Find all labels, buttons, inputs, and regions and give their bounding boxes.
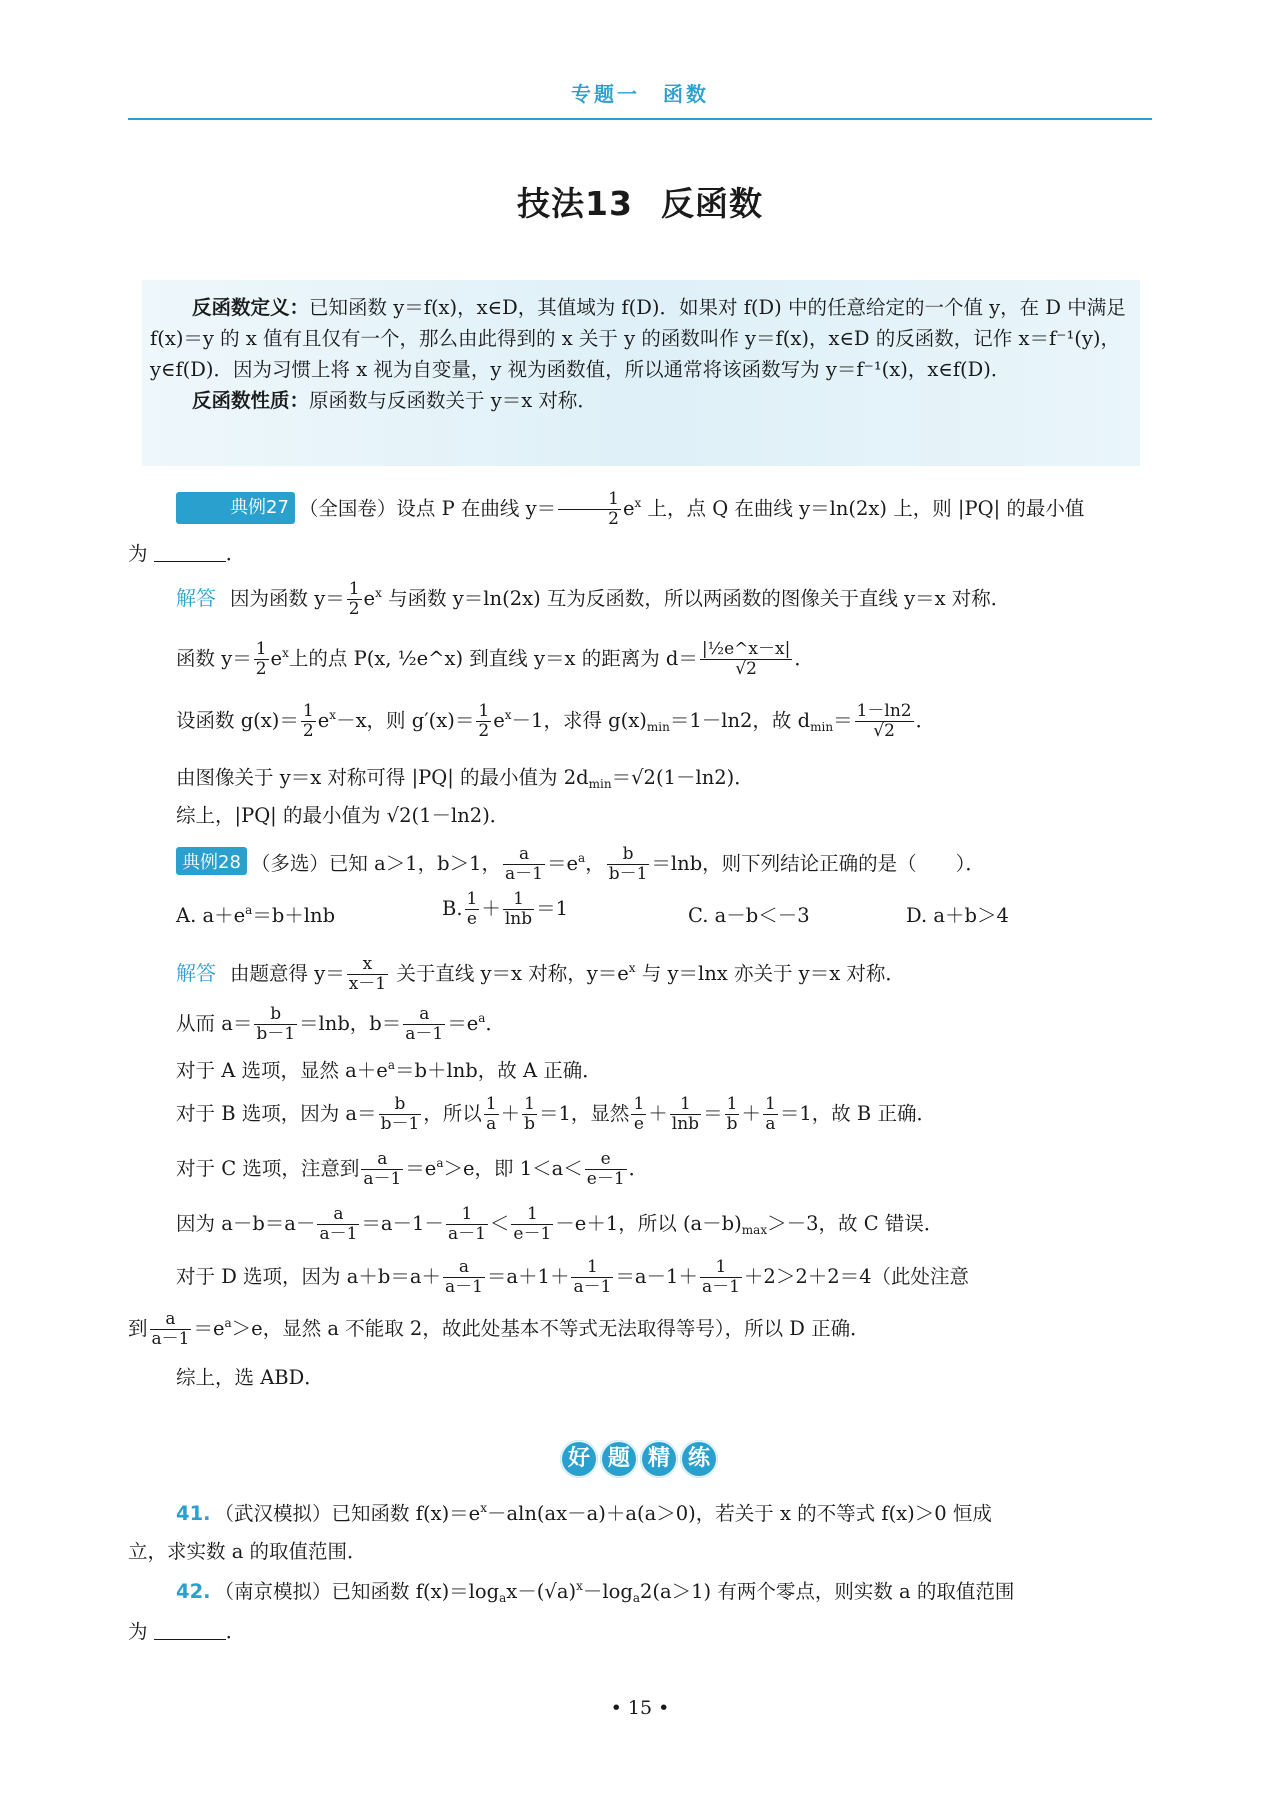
num: 1 (522, 1095, 537, 1115)
sup-x: x (634, 496, 642, 510)
s3d: ＝1－ln2，故 d (669, 709, 811, 732)
e28-sol-line3 (176, 1055, 602, 1083)
frac (403, 1005, 445, 1044)
e28-sol-line1 (176, 955, 905, 994)
den: b－1 (256, 1024, 296, 1044)
definition-text (150, 292, 1132, 416)
sub-min: min (588, 777, 612, 791)
frac-half (476, 702, 491, 741)
s5a: 对于 C 选项，注意到 (176, 1157, 360, 1180)
frac (443, 1258, 485, 1297)
sub-a: a (499, 1591, 507, 1605)
den: √2 (735, 659, 757, 679)
e27-q4: 为 (128, 542, 148, 565)
e28-sol-line4 (176, 1095, 936, 1134)
sup-x: x (628, 961, 636, 975)
sup-a: a (478, 1011, 486, 1025)
s4d: ＝1，故 B 正确． (779, 1102, 936, 1125)
e27-q1: （全国卷）设点 P 在曲线 y＝ (298, 497, 557, 520)
page-title (0, 178, 1280, 225)
num: 1 (571, 1258, 613, 1278)
s8c: ＞e，显然 a 不能取 2，故此处基本不等式无法取得等号），所以 D 正确． (231, 1317, 870, 1340)
example28-label: 典例28 (176, 847, 247, 875)
num: a (150, 1310, 192, 1330)
den: a－1 (319, 1224, 358, 1244)
frac (347, 955, 388, 994)
option-a: A. $a+e^a=b+\ln b$ (176, 903, 336, 927)
e27-sol-line1 (176, 580, 1010, 619)
den: a－1 (363, 1169, 402, 1189)
num: 1 (764, 1094, 776, 1114)
frac-distance (700, 640, 792, 679)
num: 1 (485, 1094, 497, 1114)
sub-min: min (646, 720, 670, 734)
den: b－1 (380, 1114, 420, 1134)
e: e (493, 709, 505, 732)
s1a: 因为函数 y＝ (230, 587, 345, 610)
num: 1 (633, 1094, 645, 1114)
example28-question (176, 845, 985, 884)
practice-badge (560, 1440, 720, 1482)
plus: ＋ (648, 1102, 668, 1125)
den: 2 (255, 659, 267, 679)
s7b: ＝a＋1＋ (486, 1265, 570, 1288)
s2b: ＝lnb，b＝ (299, 1012, 402, 1035)
num: 1 (302, 701, 314, 721)
q1: （多选）已知 a＞1，b＞1， (250, 852, 502, 875)
p42c: －log (582, 1580, 633, 1603)
sup-x: x (480, 1501, 487, 1515)
s3a: 设函数 g(x)＝ (176, 709, 299, 732)
den: lnb (671, 1114, 700, 1134)
s4b: ，所以 (423, 1102, 482, 1125)
num: 1 (670, 1095, 701, 1115)
den: e－1 (586, 1169, 625, 1189)
period: ． (225, 1620, 246, 1643)
s1c: 与 y＝lnx 亦关于 y＝x 对称． (635, 962, 905, 985)
period: ． (628, 1157, 649, 1180)
den: 2 (478, 721, 490, 741)
q3: ， (585, 852, 605, 875)
e27-sol-line3 (176, 702, 935, 741)
s3b: －x，则 g′(x)＝ (336, 709, 475, 732)
num: a (403, 1005, 445, 1025)
point-p: (x, ½e^x) (366, 647, 464, 670)
num: 1 (558, 490, 621, 510)
s6a: 因为 a－b＝a－ (176, 1212, 316, 1235)
num: e (585, 1150, 627, 1170)
property-label: 反函数性质： (192, 389, 310, 412)
den: a－1 (151, 1329, 190, 1349)
num: b (607, 845, 650, 865)
definition-paragraph (150, 292, 1132, 385)
s3b: ＝b＋lnb，故 A 正确． (395, 1059, 602, 1082)
sup-x: x (576, 1579, 583, 1593)
badge-char: 题 (600, 1440, 638, 1478)
s4b: ＝√2(1－ln2)． (611, 766, 754, 789)
period: ． (225, 542, 246, 565)
num: 1 (446, 1205, 488, 1225)
period: ． (915, 709, 936, 732)
problem-41-number: 41. (176, 1502, 211, 1525)
num: a (443, 1258, 485, 1278)
frac (670, 1095, 701, 1134)
e28-sol-line6 (176, 1205, 943, 1244)
e28-sol-line7 (176, 1258, 969, 1297)
frac (631, 1095, 646, 1134)
p41b: －aln(ax－a)＋a(a＞0)，若关于 x 的不等式 f(x)＞0 恒成 (487, 1502, 992, 1525)
sub-max: max (741, 1223, 768, 1237)
frac (446, 1205, 488, 1244)
p42: （南京模拟）已知函数 f(x)＝log (214, 1580, 500, 1603)
num: b (379, 1095, 422, 1115)
definition-label: 反函数定义： (192, 296, 310, 319)
s4: 由图像关于 y＝x 对称可得 |PQ| 的最小值为 2d (176, 766, 589, 789)
num: 1 (255, 639, 267, 659)
s2a: 函数 y＝ (176, 647, 252, 670)
num: 1 (511, 1205, 553, 1225)
p41: （武汉模拟）已知函数 f(x)＝e (214, 1502, 481, 1525)
e: e (270, 647, 283, 670)
den: x－1 (348, 974, 387, 994)
e27-sol-line2 (176, 640, 814, 679)
property-paragraph (150, 385, 1132, 416)
den: b (524, 1114, 536, 1134)
frac-half (558, 490, 621, 529)
den: b (726, 1114, 738, 1134)
example27-question (128, 488, 1152, 529)
header-rule (128, 118, 1152, 120)
den: a－1 (444, 1277, 483, 1297)
den: √2 (873, 721, 895, 741)
frac (150, 1310, 192, 1349)
sub-a: a (632, 1591, 640, 1605)
e28-sol-line8 (128, 1310, 870, 1349)
frac-half (301, 702, 316, 741)
s6b: ＝a－1－ (361, 1212, 444, 1235)
answer-options (176, 889, 1076, 940)
e27-sol-line4 (176, 762, 754, 791)
s4c: ＝1，显然 (539, 1102, 630, 1125)
sup-x: x (375, 586, 382, 600)
s2b: 上的点 P (288, 647, 367, 670)
den: a (486, 1114, 497, 1134)
sub-min: min (810, 720, 834, 734)
page-number: • 15 • (610, 1697, 670, 1719)
den: e－1 (513, 1224, 552, 1244)
s1b: e (363, 587, 376, 610)
s1b: 关于直线 y＝x 对称，y＝e (390, 962, 629, 985)
s1a: 由题意得 y＝ (230, 962, 345, 985)
e28-sol-line2 (176, 1005, 505, 1044)
running-header (128, 78, 1152, 120)
frac (511, 1205, 553, 1244)
eq: ＝ (703, 1102, 723, 1125)
property-body: 原函数与反函数关于 y＝x 对称． (309, 389, 597, 412)
frac (607, 845, 650, 884)
s6d: ＞－3，故 C 错误． (767, 1212, 944, 1235)
problem-41-line2 (128, 1536, 367, 1564)
den: a－1 (447, 1224, 486, 1244)
den: a－1 (405, 1024, 444, 1044)
num: a (361, 1150, 403, 1170)
num: 1 (478, 701, 490, 721)
problem-42-line1 (176, 1576, 1014, 1605)
num: |½e^x－x| (701, 639, 791, 659)
frac (503, 845, 545, 884)
s2c: 到直线 y＝x 的距离为 d＝ (463, 647, 698, 670)
example27-question-line2 (128, 538, 245, 566)
eq: ＝ (833, 709, 853, 732)
sup-x: x (504, 708, 512, 722)
plus: ＋ (500, 1102, 521, 1125)
sup-a: a (436, 1156, 444, 1170)
q4: ＝lnb，则下列结论正确的是（ ）． (651, 852, 985, 875)
frac (254, 1005, 297, 1044)
answer-blank (154, 1621, 226, 1640)
p42e: 为 (128, 1620, 148, 1643)
sup-a: a (224, 1316, 232, 1330)
lt: ＜ (489, 1212, 510, 1235)
solution-label: 解答 (176, 961, 216, 985)
frac (763, 1095, 778, 1134)
num: 1－ln2 (856, 701, 912, 721)
p42b: x－(√a) (506, 1580, 577, 1603)
s2a: 从而 a＝ (176, 1012, 253, 1035)
technique-name: 反函数 (660, 184, 763, 223)
den: b－1 (608, 864, 648, 884)
e27-q2: e (622, 497, 635, 520)
frac (379, 1095, 422, 1134)
sup-a: a (578, 851, 586, 865)
frac (522, 1095, 537, 1134)
s9: 综上，选 ABD． (176, 1366, 324, 1389)
e27-sol-line5 (176, 800, 509, 828)
s7d: ＋2＞2＋2＝4（此处注意 (743, 1265, 970, 1288)
num: a (503, 845, 545, 865)
frac-dmin (855, 702, 914, 741)
frac (585, 1150, 627, 1189)
frac (700, 1258, 742, 1297)
definition-body: 已知函数 y＝f(x)，x∈D，其值域为 f(D)．如果对 f(D) 中的任意给定的一个值 y，在 D 中满足 f(x)＝y 的 x 值有且仅有一个，那么由此得到的 x 关于 y 的函数叫作 y＝f(x)，x∈D 的反函数，记作 x＝f⁻¹(y)，y∈f(D)．因为习惯上将 x 视为自变量，y 视为函数值，所以通常将该函数写为 y＝f⁻¹(x)，x∈f(D)． (150, 296, 1126, 381)
s5: 综上，|PQ| 的最小值为 √2(1－ln2)． (176, 804, 510, 827)
num: 1 (348, 579, 360, 599)
frac (317, 1205, 359, 1244)
q2: ＝e (546, 852, 579, 875)
technique-label: 技法13 (517, 184, 633, 223)
den: a－1 (573, 1277, 612, 1297)
num: x (347, 955, 388, 975)
num: 1 (725, 1095, 740, 1115)
frac (361, 1150, 403, 1189)
s8b: ＝e (193, 1317, 225, 1340)
den: 2 (608, 509, 619, 529)
answer-blank (154, 543, 226, 562)
den: a (765, 1114, 776, 1134)
solution-label: 解答 (176, 586, 216, 610)
frac-half (254, 640, 269, 679)
den: e (633, 1114, 644, 1134)
sup-x: x (329, 708, 337, 722)
e: e (317, 709, 330, 732)
s8a: 到 (128, 1317, 148, 1340)
s5c: ＞e，即 1＜a＜ (443, 1157, 583, 1180)
plus: ＋ (741, 1102, 761, 1125)
problem-42-number: 42. (176, 1580, 211, 1603)
s7c: ＝a－1＋ (615, 1265, 698, 1288)
s4a: 对于 B 选项，因为 a＝ (176, 1102, 377, 1125)
s7a: 对于 D 选项，因为 a＋b＝a＋ (176, 1265, 441, 1288)
sup-a: a (387, 1058, 395, 1072)
frac (571, 1258, 613, 1297)
e28-sol-line9 (176, 1362, 324, 1390)
s3: 对于 A 选项，显然 a＋e (176, 1059, 388, 1082)
s2c: ＝e (447, 1012, 479, 1035)
period: ． (485, 1012, 505, 1035)
e28-sol-line5 (176, 1150, 648, 1189)
s3c: －1，求得 g(x) (511, 709, 647, 732)
s1c: 与函数 y＝ln(2x) 互为反函数，所以两函数的图像关于直线 y＝x 对称． (381, 587, 1011, 610)
den: a－1 (701, 1277, 740, 1297)
option-b: B. $\frac{1}{e}$ ＋ $\frac{1}{\ln b}$ ＝1 (442, 889, 569, 929)
problem-41-line1 (176, 1498, 992, 1526)
option-c: C. a－b＜－3 (688, 904, 810, 927)
header-title: 专题一 函数 (571, 82, 709, 106)
option-d: D. a＋b＞4 (906, 904, 1009, 927)
den: 2 (348, 599, 360, 619)
e27-q3: 上，点 Q 在曲线 y＝ln(2x) 上，则 |PQ| 的最小值 (641, 497, 1085, 520)
num: b (254, 1005, 297, 1025)
badge-char: 练 (680, 1440, 718, 1478)
den: a－1 (505, 864, 543, 884)
p42d: 2(a＞1) 有两个零点，则实数 a 的取值范围 (639, 1580, 1015, 1603)
num: 1 (700, 1258, 742, 1278)
den: 2 (302, 721, 314, 741)
frac (484, 1095, 499, 1134)
num: a (317, 1205, 359, 1225)
frac-half (347, 580, 362, 619)
badge-char: 好 (560, 1440, 598, 1478)
frac (725, 1095, 740, 1134)
period: ． (794, 647, 814, 670)
sup-x: x (282, 646, 289, 660)
s5b: ＝e (405, 1157, 437, 1180)
badge-char: 精 (640, 1440, 678, 1478)
p41c: 立，求实数 a 的取值范围． (128, 1540, 367, 1563)
problem-42-line2 (128, 1616, 245, 1644)
s6c: －e＋1，所以 (a－b) (555, 1212, 742, 1235)
example27-label: 典例27 (176, 492, 295, 524)
